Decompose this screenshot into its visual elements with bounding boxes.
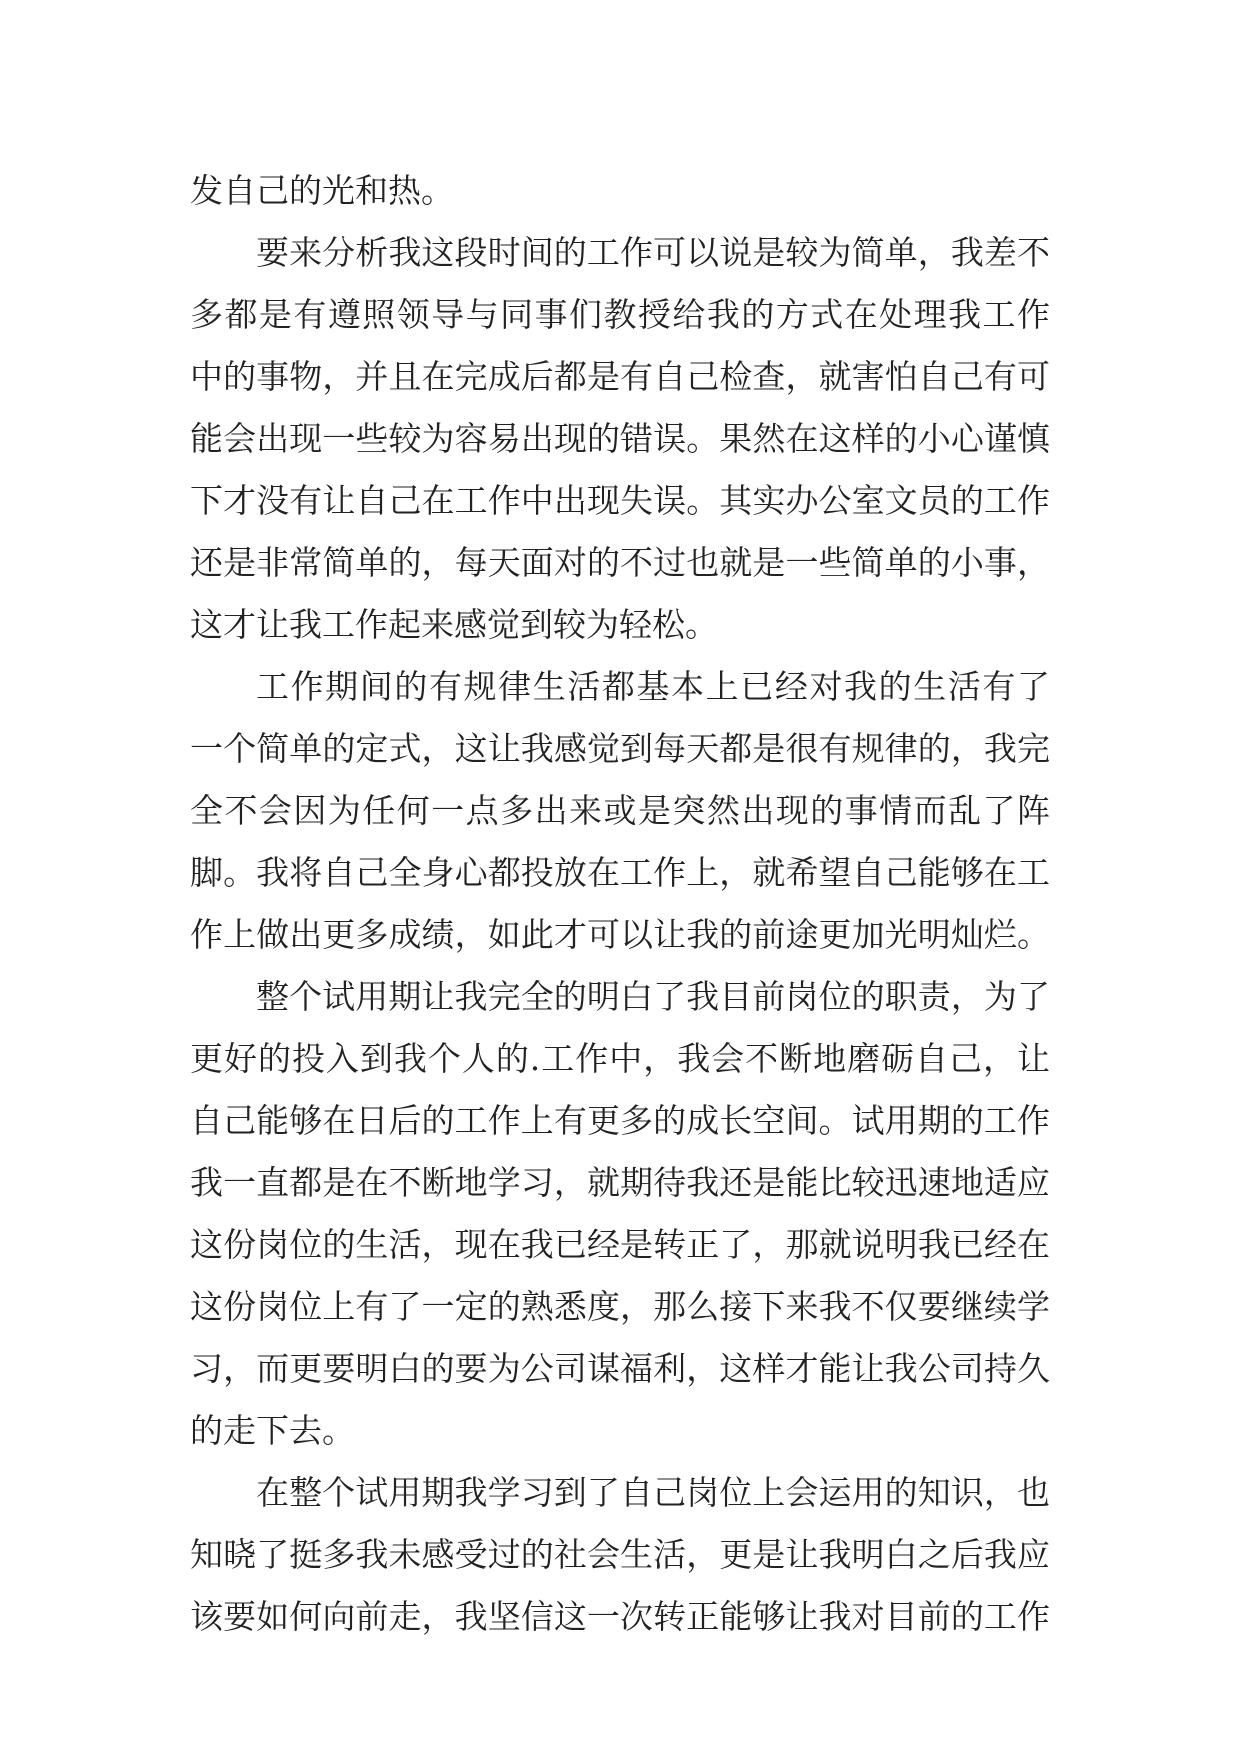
text-line: 这才让我工作起来感觉到较为轻松。	[190, 605, 718, 644]
text-line: 的走下去。	[190, 1411, 355, 1450]
text-line: 这份岗位的生活，现在我已经是转正了，那就说明我已经在	[190, 1225, 1050, 1264]
text-line: 整个试用期让我完全的明白了我目前岗位的职责，为了	[256, 977, 1050, 1016]
text-line: 自己能够在日后的工作上有更多的成长空间。试用期的工作	[190, 1101, 1050, 1140]
text-line: 发自己的光和热。	[190, 171, 454, 210]
text-line: 工作期间的有规律生活都基本上已经对我的生活有了	[256, 667, 1050, 706]
text-line: 脚。我将自己全身心都投放在工作上，就希望自己能够在工	[190, 853, 1050, 892]
text-line: 还是非常简单的，每天面对的不过也就是一些简单的小事，	[190, 543, 1050, 582]
text-line: 知晓了挺多我未感受过的社会生活，更是让我明白之后我应	[190, 1535, 1050, 1574]
text-line: 下才没有让自己在工作中出现失误。其实办公室文员的工作	[190, 481, 1050, 520]
text-line: 中的事物，并且在完成后都是有自己检查，就害怕自己有可	[190, 357, 1050, 396]
text-line: 这份岗位上有了一定的熟悉度，那么接下来我不仅要继续学	[190, 1287, 1050, 1326]
text-line: 作上做出更多成绩，如此才可以让我的前途更加光明灿烂。	[190, 915, 1050, 954]
text-line: 多都是有遵照领导与同事们教授给我的方式在处理我工作	[190, 295, 1050, 334]
text-line: 我一直都是在不断地学习，就期待我还是能比较迅速地适应	[190, 1163, 1050, 1202]
text-line: 该要如何向前走，我坚信这一次转正能够让我对目前的工作	[190, 1597, 1050, 1636]
text-line: 在整个试用期我学习到了自己岗位上会运用的知识，也	[256, 1473, 1050, 1512]
text-line: 更好的投入到我个人的.工作中，我会不断地磨砺自己，让	[190, 1039, 1050, 1078]
text-line: 要来分析我这段时间的工作可以说是较为简单，我差不	[256, 233, 1050, 272]
text-line: 能会出现一些较为容易出现的错误。果然在这样的小心谨慎	[190, 419, 1050, 458]
text-line: 全不会因为任何一点多出来或是突然出现的事情而乱了阵	[190, 791, 1050, 830]
document-body	[190, 160, 1050, 1648]
text-line: 习，而更要明白的要为公司谋福利，这样才能让我公司持久	[190, 1349, 1050, 1388]
text-line: 一个简单的定式，这让我感觉到每天都是很有规律的，我完	[190, 729, 1050, 768]
